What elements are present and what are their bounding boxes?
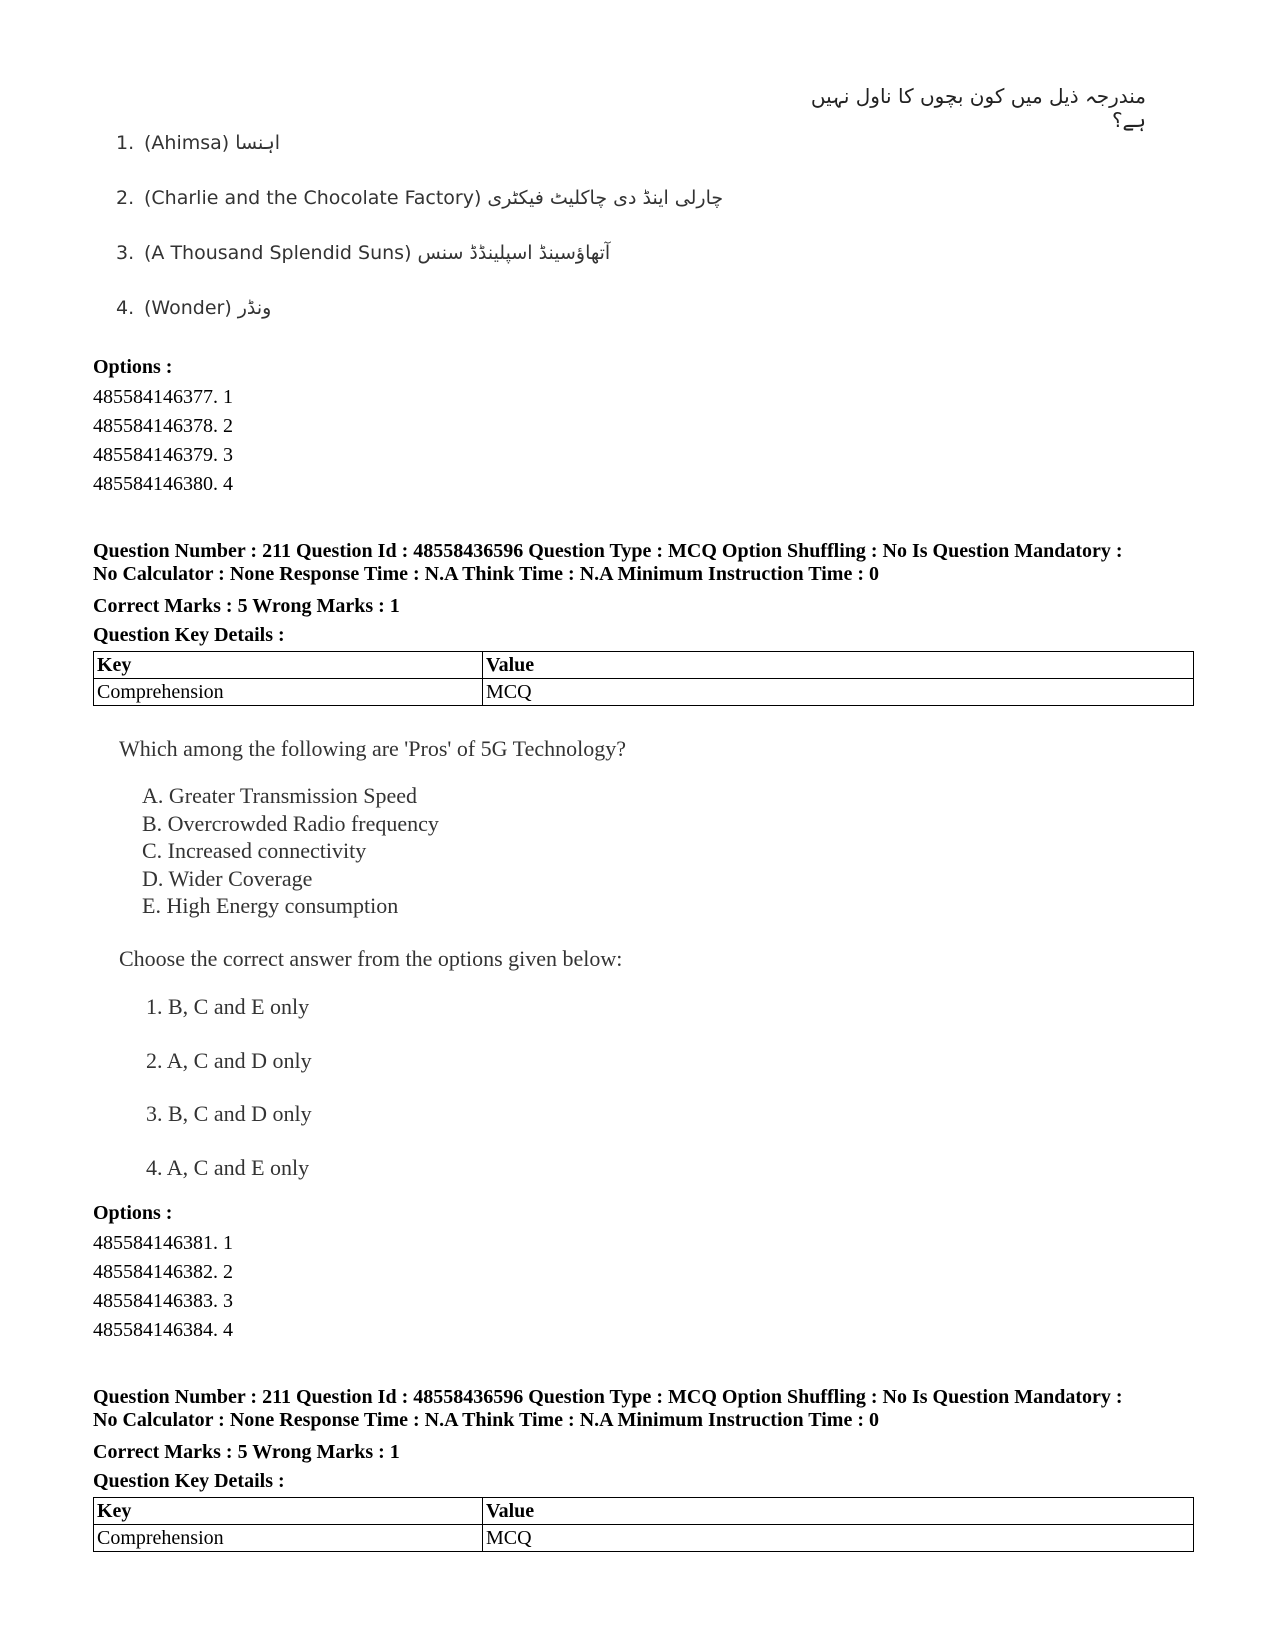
option-item: 485584146378. 2 — [93, 415, 233, 437]
choose-instruction: Choose the correct answer from the options given below: — [119, 946, 623, 971]
choice-urdu: آتھاؤسینڈ اسپلینڈڈ سنس — [417, 242, 611, 264]
choice-number: 1. — [116, 132, 135, 154]
marks-line: Correct Marks : 5 Wrong Marks : 1 — [93, 1441, 400, 1463]
statement-item: D. Wider Coverage — [142, 865, 313, 891]
option-item: 485584146380. 4 — [93, 473, 233, 495]
answer-item: 4. A, C and E only — [146, 1154, 310, 1180]
key-details-table — [93, 1497, 1194, 1552]
option-item: 485584146379. 3 — [93, 444, 233, 466]
table-row — [94, 1525, 1194, 1552]
option-item: 485584146381. 1 — [93, 1232, 233, 1254]
urdu-choice-list — [116, 132, 723, 352]
table-header-row — [94, 1498, 1194, 1525]
choice-number: 2. — [116, 187, 135, 209]
statement-item: A. Greater Transmission Speed — [142, 783, 417, 808]
choice-english: (Ahimsa) — [144, 132, 230, 154]
urdu-choice-3 — [116, 242, 723, 297]
options-label: Options : — [93, 356, 173, 378]
table-header-key: Key — [94, 652, 483, 679]
statement-item: B. Overcrowded Radio frequency — [142, 810, 439, 836]
answer-item: 1. B, C and E only — [146, 994, 310, 1019]
table-cell-value: MCQ — [483, 1525, 1194, 1552]
urdu-choice-4 — [116, 297, 723, 352]
choice-urdu: چارلی اینڈ دی چاکلیٹ فیکٹری — [487, 187, 724, 209]
option-item: 485584146377. 1 — [93, 386, 233, 408]
choice-number: 4. — [116, 297, 135, 319]
key-details-label: Question Key Details : — [93, 624, 285, 646]
question-stem: Which among the following are 'Pros' of 5G Technology? — [119, 736, 626, 761]
question-meta-line1: Question Number : 211 Question Id : 48558436596 Question Type : MCQ Option Shuffling : No Is Question Mandatory : — [93, 1386, 1123, 1408]
option-item: 485584146384. 4 — [93, 1319, 233, 1341]
table-header-value: Value — [483, 652, 1194, 679]
urdu-choice-1 — [116, 132, 723, 187]
choice-english: (A Thousand Splendid Suns) — [144, 242, 412, 264]
table-cell-key: Comprehension — [94, 679, 483, 706]
options-list — [93, 383, 233, 499]
choice-number: 3. — [116, 242, 135, 264]
option-item: 485584146383. 3 — [93, 1290, 233, 1312]
key-details-label: Question Key Details : — [93, 1470, 285, 1492]
choice-english: (Charlie and the Chocolate Factory) — [144, 187, 482, 209]
key-details-table — [93, 651, 1194, 706]
choice-urdu: اہنسا — [235, 132, 281, 154]
table-cell-key: Comprehension — [94, 1525, 483, 1552]
urdu-question-text: مندرجہ ذیل میں کون بچوں کا ناول نہیں ہے؟ — [810, 84, 1146, 132]
answer-item: 2. A, C and D only — [146, 1047, 312, 1073]
statement-item: C. Increased connectivity — [142, 838, 367, 863]
table-cell-value: MCQ — [483, 679, 1194, 706]
question-meta — [93, 540, 1183, 586]
question-meta-line1: Question Number : 211 Question Id : 48558436596 Question Type : MCQ Option Shuffling : No Is Question Mandatory : — [93, 540, 1123, 562]
statement-item: E. High Energy consumption — [142, 893, 399, 918]
question-meta-line2: No Calculator : None Response Time : N.A Think Time : N.A Minimum Instruction Time : 0 — [93, 1409, 879, 1431]
question-meta-line2: No Calculator : None Response Time : N.A Think Time : N.A Minimum Instruction Time : 0 — [93, 563, 879, 585]
options-list — [93, 1229, 233, 1345]
marks-line: Correct Marks : 5 Wrong Marks : 1 — [93, 595, 400, 617]
options-label: Options : — [93, 1202, 173, 1224]
choice-urdu: ونڈر — [237, 297, 272, 319]
option-item: 485584146382. 2 — [93, 1261, 233, 1283]
table-header-value: Value — [483, 1498, 1194, 1525]
answer-item: 3. B, C and D only — [146, 1101, 312, 1126]
choice-english: (Wonder) — [144, 297, 232, 319]
answer-list — [146, 994, 312, 1208]
table-header-row — [94, 652, 1194, 679]
question-meta — [93, 1386, 1183, 1432]
urdu-choice-2 — [116, 187, 723, 242]
table-row — [94, 679, 1194, 706]
statement-list — [142, 782, 439, 920]
table-header-key: Key — [94, 1498, 483, 1525]
